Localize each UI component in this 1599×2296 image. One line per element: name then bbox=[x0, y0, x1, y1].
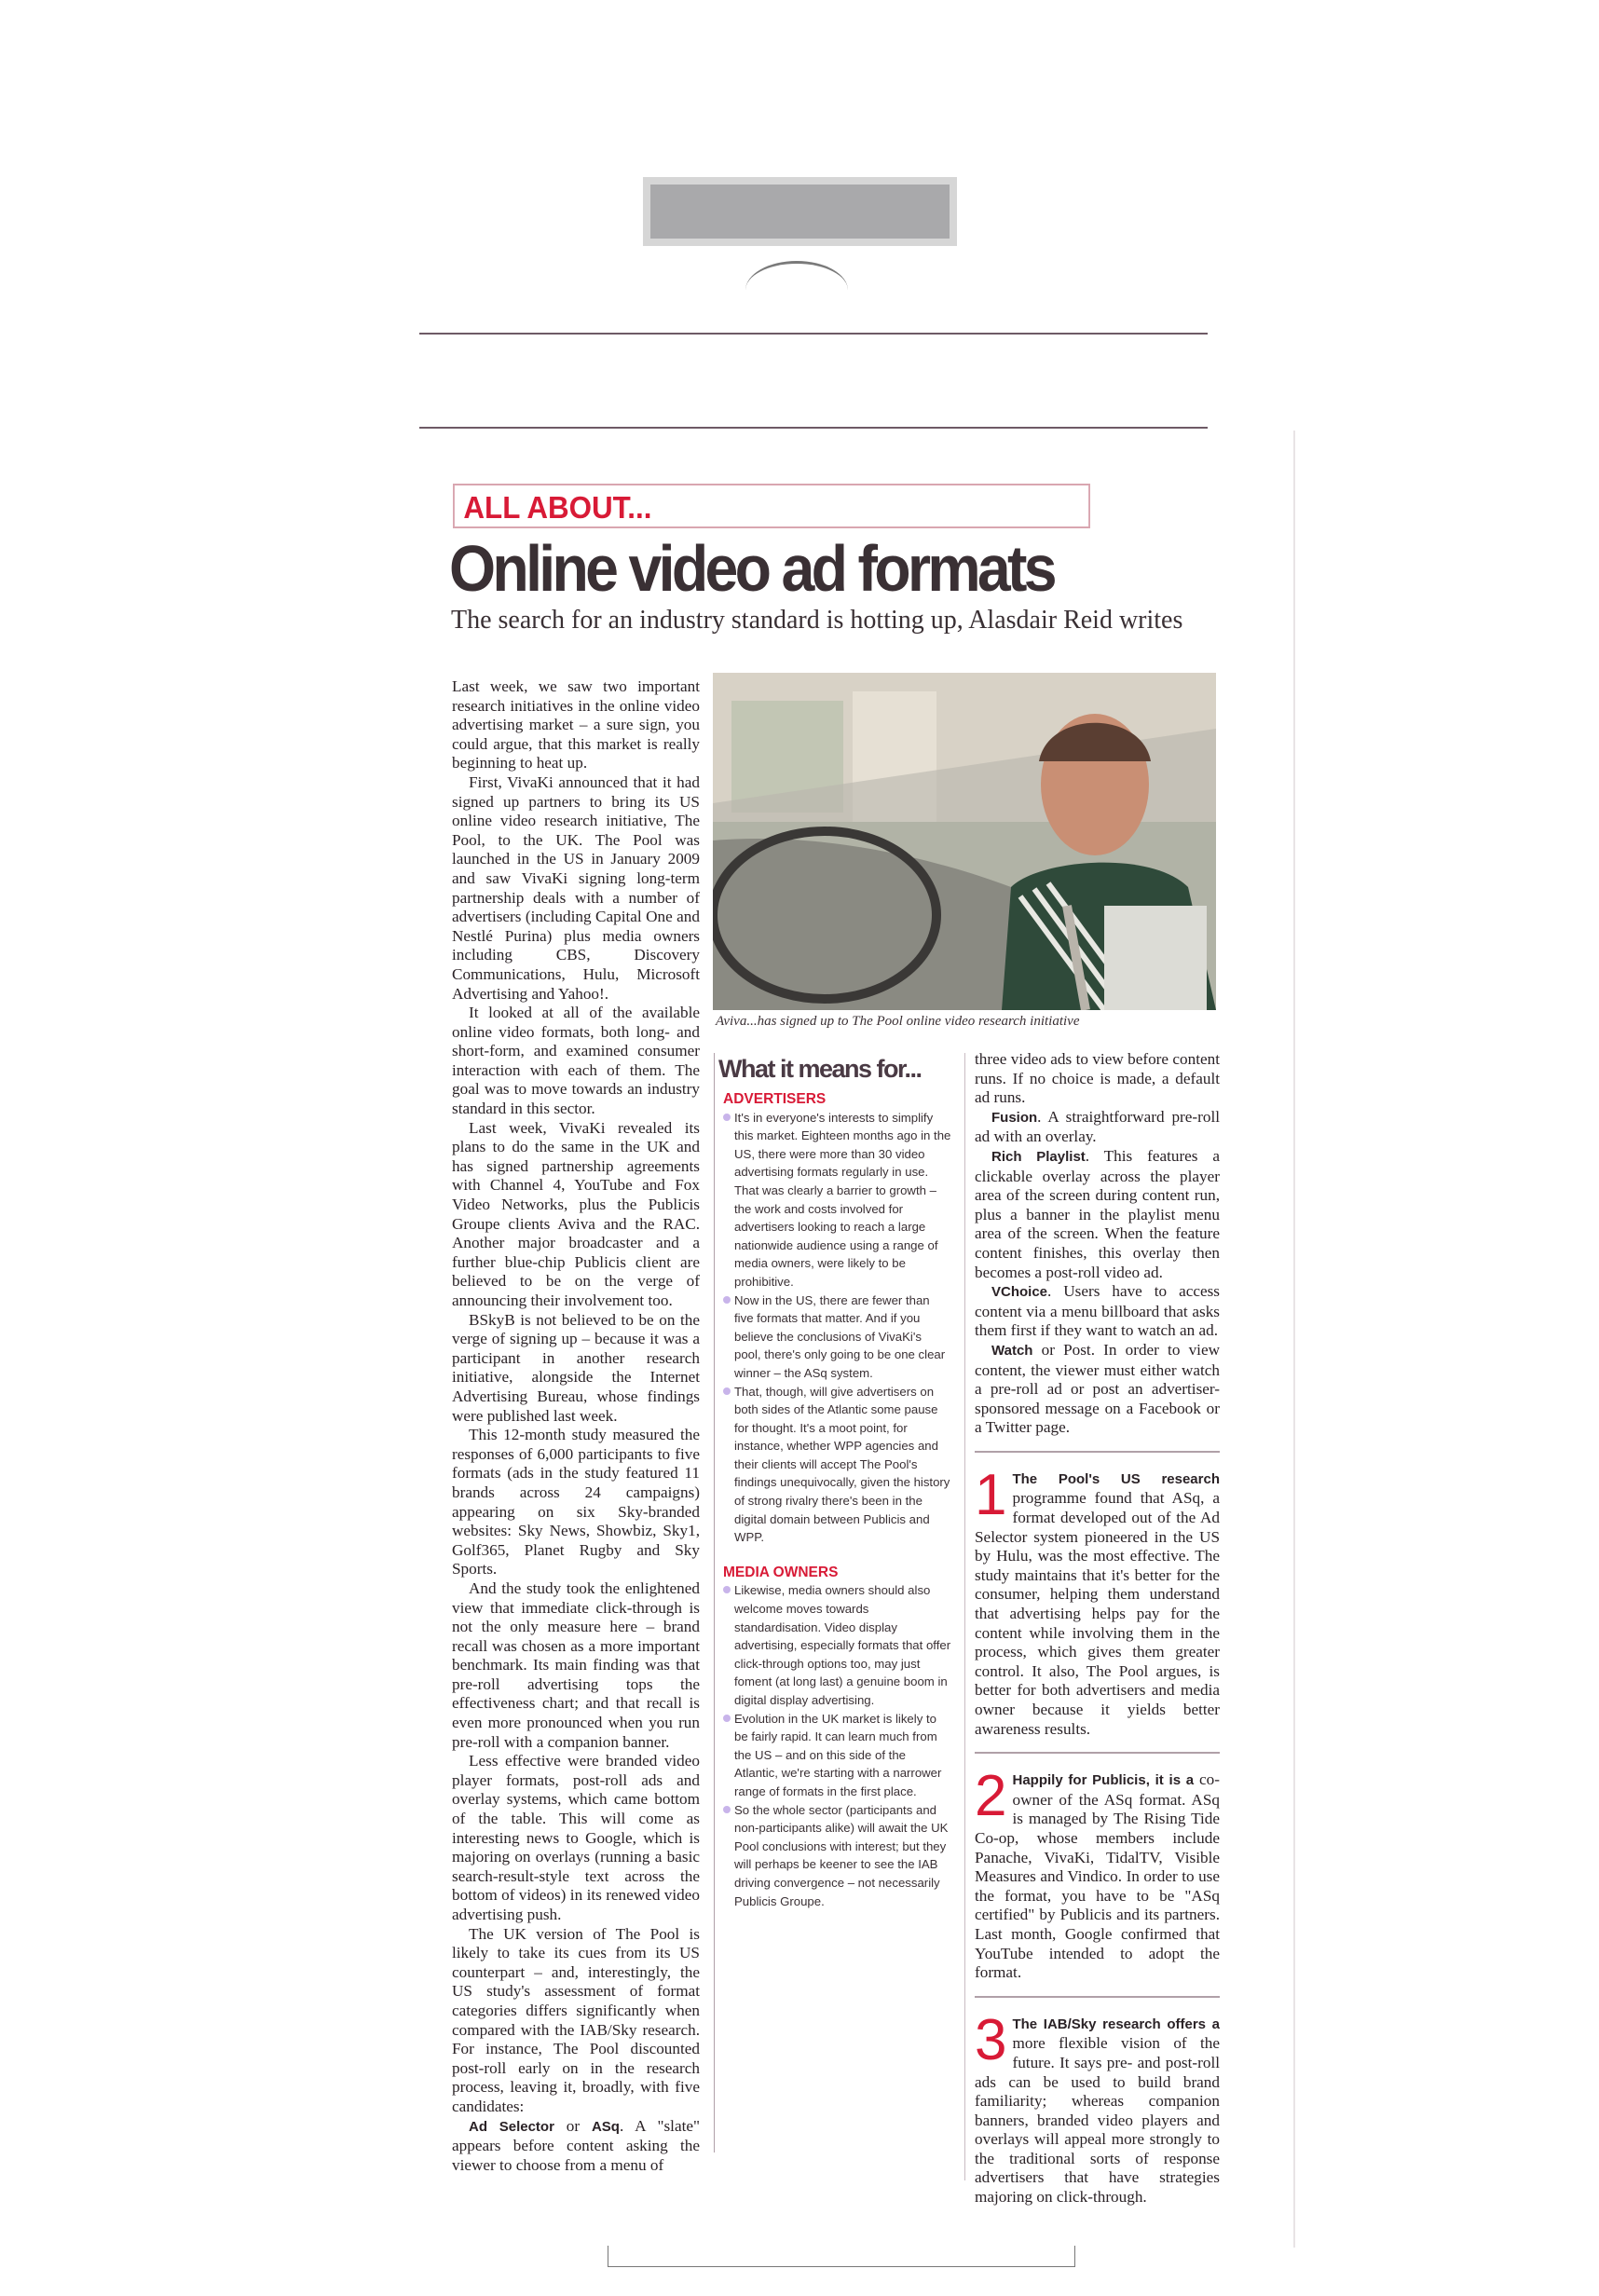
paragraph-ad-selector bbox=[452, 2117, 700, 2176]
photo-illustration bbox=[713, 673, 1216, 1010]
photo-aviva-driver bbox=[713, 673, 1216, 1010]
point-text: more flexible vision of the future. It says pre- and post-roll ads can be used to build brand familiarity; whereas companion banners, branded video players and overlays will appeal more strongly to the traditional sorts of response advertisers that have strategies majoring on click-through. bbox=[975, 2034, 1220, 2207]
list-item: Evolution in the UK market is likely to be fairly rapid. It can learn much from the US – and on this side of the Atlantic, we're starting with a narrower range of formats in the first place. bbox=[723, 1710, 951, 1801]
headline: Online video ad formats bbox=[449, 532, 1054, 605]
format-lead: VChoice bbox=[991, 1284, 1048, 1301]
sidebar-body bbox=[723, 1090, 951, 1910]
standfirst: The search for an industry standard is hotting up, Alasdair Reid writes bbox=[451, 606, 1183, 635]
format-item: Rich Playlist. This features a clickable overlay across the player area of the screen during content run, plus a banner in the playlist menu area of the screen. When the feature content finishes, this overlay then becomes a post-roll video ad. bbox=[975, 1146, 1221, 1281]
numbered-point bbox=[975, 1462, 1220, 1739]
point-number: 3 bbox=[975, 2007, 1007, 2072]
list-item: So the whole sector (participants and non-participants alike) will await the UK Pool conclusions with interest; but they will perhaps be keener to see the IAB driving convergence – not necessarily Publicis Groupe. bbox=[723, 1801, 951, 1911]
paragraph: Less effective were branded video player formats, post-roll ads and overlay systems, which came bottom of the table. This will come as interesting news to Google, which is majoring on overlays (running a basic search-result-style text across the bottom of videos) in its renewed video advertising push. bbox=[452, 1752, 700, 1923]
right-column bbox=[975, 1050, 1220, 2207]
paragraph: And the study took the enlightened view that immediate click-through is not the only measure here – brand recall was chosen as a more important benchmark. Its main finding was that pre-roll advertising tops the effectiveness chart; and that recall is even more pronounced when you run pre-roll with a companion banner. bbox=[452, 1578, 700, 1751]
format-lead: Rich Playlist bbox=[991, 1148, 1086, 1165]
ad-selector-short: ASq bbox=[591, 2118, 620, 2135]
scan-arc bbox=[745, 261, 848, 320]
point-lead: Happily for Publicis, it is a bbox=[1012, 1772, 1195, 1789]
ad-selector-text: . A "slate" appears before content asking the viewer to choose from a menu of bbox=[452, 2116, 700, 2174]
ad-selector-lead: Ad Selector bbox=[469, 2118, 554, 2135]
kicker: ALL ABOUT... bbox=[453, 484, 1090, 528]
paragraph: Last week, we saw two important research initiatives in the online video advertising market – a sure sign, you could argue, that this market is really beginning to heat up. bbox=[452, 677, 700, 772]
format-item: Watch or Post. In order to view content, the viewer must either watch a pre-roll ad or post an advertiser-sponsored message on a Facebook or a Twitter page. bbox=[975, 1340, 1220, 1437]
list-item: That, though, will give advertisers on both sides of the Atlantic some pause for thought. It's a moot point, for instance, whether WPP agencies and their clients will accept The Pool's findings unequivocally, given the history of strong rivalry there's been in the digital domain between Publicis and WPP. bbox=[723, 1383, 951, 1547]
top-rule bbox=[419, 333, 1208, 335]
ad-selector-or: or bbox=[554, 2116, 592, 2135]
sidebar-title: What it means for... bbox=[718, 1055, 922, 1083]
paragraph: This 12-month study measured the responses of 6,000 participants to five formats (ads in the study featured 11 brands across 24 campaigns) appearing on six Sky-branded websites: Sky News, Showbiz, Sky1, Golf365, Planet Rugby and Sky Sports. bbox=[452, 1426, 700, 1578]
sidebar-heading-media-owners: MEDIA OWNERS bbox=[723, 1564, 839, 1580]
point-number: 2 bbox=[975, 1764, 1007, 1829]
divider bbox=[975, 1996, 1220, 1998]
format-item: Fusion. A straightforward pre-roll ad with an overlay. bbox=[975, 1107, 1220, 1146]
main-column bbox=[452, 677, 700, 2175]
paragraph: BSkyB is not believed to be on the verge of signing up – because it was a participant in another research initiative, alongside the Internet Advertising Bureau, whose findings were published last week. bbox=[452, 1310, 700, 1425]
column-divider bbox=[964, 1053, 965, 2180]
format-item: VChoice. Users have to access content via a menu billboard that asks them first if they want to watch an ad. bbox=[975, 1282, 1220, 1340]
paragraph: First, VivaKi announced that it had signed up partners to bring its US online video research initiative, The Pool, to the UK. The Pool was launched in the US in January 2009 and saw VivaKi signing long-term partnership deals with a number of advertisers (including Capital One and Nestlé Purina) plus media owners including CBS, Discovery Communications, Hulu, Microsoft Advertising and Yahoo!. bbox=[452, 772, 700, 1003]
redacted-box bbox=[643, 177, 957, 246]
point-lead: The Pool's US research bbox=[1012, 1470, 1220, 1487]
numbered-point bbox=[975, 2007, 1220, 2207]
advertisers-list bbox=[723, 1109, 951, 1547]
bottom-tab bbox=[608, 2246, 1075, 2267]
media-owners-list bbox=[723, 1581, 951, 1910]
sidebar-divider bbox=[714, 1053, 715, 2152]
numbered-point bbox=[975, 1764, 1220, 1983]
divider bbox=[975, 1451, 1220, 1453]
list-item: Likewise, media owners should also welcome moves towards standardisation. Video display advertising, especially formats that offer click-through options too, may just foment (at long last) a genuine boom in digital display advertising. bbox=[723, 1581, 951, 1709]
format-lead: Watch bbox=[991, 1342, 1033, 1359]
point-lead: The IAB/Sky research offers a bbox=[1012, 2016, 1220, 2032]
paragraph: It looked at all of the available online video formats, both long- and short-form, and examined consumer interaction with each of them. The goal was to move towards an industry standard in this sector. bbox=[452, 1004, 700, 1118]
list-item: Now in the US, there are fewer than five formats that matter. And if you believe the conclusions of VivaKi's pool, there's only going to be one clear winner – the ASq system. bbox=[723, 1292, 951, 1383]
photo-caption: Aviva...has signed up to The Pool online video research initiative bbox=[716, 1014, 1080, 1029]
format-lead: Fusion bbox=[991, 1109, 1038, 1126]
paragraph: The UK version of The Pool is likely to take its cues from its US counterpart – and, interestingly, the US study's assessment of format categories differs significantly when compared with the IAB/Sky research. For instance, The Pool discounted post-roll early on in the research process, leaving it, broadly, with five candidates: bbox=[452, 1924, 700, 2115]
paragraph: Last week, VivaKi revealed its plans to do the same in the UK and has signed partnership agreements with Channel 4, YouTube and Fox Video Networks, plus the Publicis Groupe clients Aviva and the RAC. Another major broadcaster and a further blue-chip Publicis client are believed to be on the verge of announcing their involvement too. bbox=[452, 1118, 700, 1309]
divider bbox=[975, 1752, 1220, 1754]
formats-continuation: three video ads to view before content runs. If no choice is made, a default ad runs. bbox=[975, 1050, 1220, 1107]
header-rule bbox=[419, 427, 1208, 429]
point-text: programme found that ASq, a format developed out of the Ad Selector system pioneered in the US by Hulu, was the most effective. The study maintains that it's better for the consumer, helping them understand that advertising helps pay for the content while involving them in the process, which gives them greater control. It also, The Pool argues, is better for both advertisers and media owner because it yields better awareness results. bbox=[975, 1489, 1220, 1738]
point-number: 1 bbox=[975, 1462, 1007, 1527]
sidebar-heading-advertisers: ADVERTISERS bbox=[723, 1091, 827, 1107]
point-text: co-owner of the ASq format. ASq is managed by The Rising Tide Co-op, whose members include Panache, VivaKi, TidalTV, Visible Measures and Vindico. In order to use the format, you have to be "ASq certified" by Publicis and its partners. Last month, Google confirmed that YouTube intended to adopt the format. bbox=[975, 1770, 1220, 1982]
list-item: It's in everyone's interests to simplify this market. Eighteen months ago in the US, there were more than 30 video advertising formats regularly in use. That was clearly a barrier to growth – the work and costs involved for advertisers looking to reach a large nationwide audience using a range of media owners, were likely to be prohibitive. bbox=[723, 1109, 951, 1292]
